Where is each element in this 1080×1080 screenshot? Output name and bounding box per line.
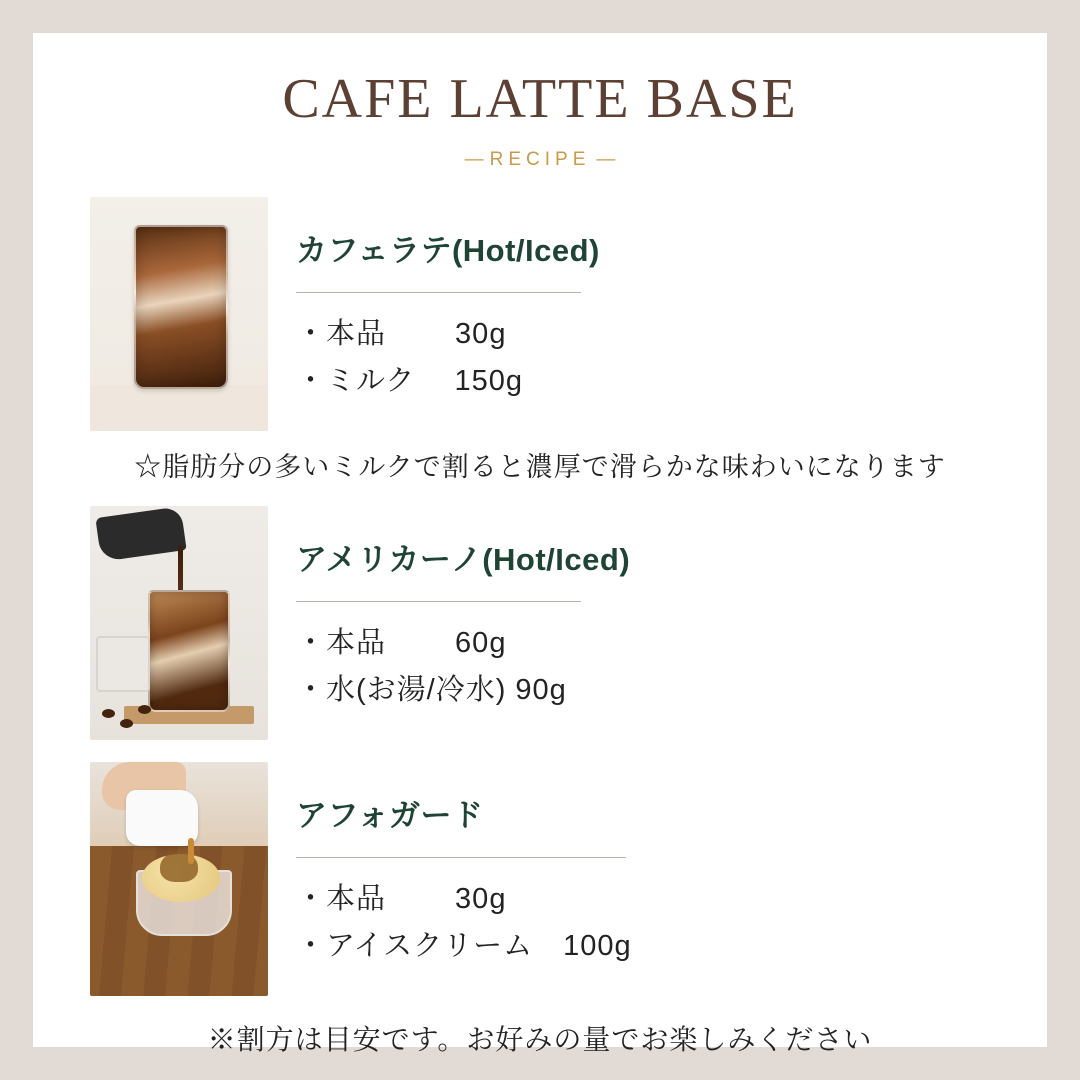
coffee-pot-shape	[95, 506, 186, 562]
pitcher-shape	[126, 790, 198, 846]
page-title: CAFE LATTE BASE	[282, 68, 798, 130]
recipe-item	[33, 197, 1047, 431]
divider	[296, 857, 626, 858]
coffee-bean-icon	[102, 709, 115, 718]
coffee-bean-icon	[138, 705, 151, 714]
subtitle-label: RECIPE	[489, 148, 591, 170]
recipe-card	[33, 33, 1047, 1055]
recipe-body	[268, 197, 1047, 405]
dash-right-icon: —	[596, 148, 616, 170]
ingredient-line: ・アイスクリーム 100g	[296, 929, 632, 962]
ingredient-line: ・本品 30g	[296, 317, 507, 350]
photo-surface	[90, 385, 268, 431]
bean-jar-shape	[96, 636, 150, 692]
pour-stream-shape	[188, 838, 194, 864]
divider	[296, 601, 581, 602]
recipe-body	[268, 506, 1047, 714]
recipe-name: アメリカーノ(Hot/Iced)	[296, 541, 631, 577]
recipe-item	[33, 506, 1047, 740]
recipe-image-affogato	[90, 762, 268, 996]
ingredient-line: ・水(お湯/冷水) 90g	[296, 673, 567, 706]
recipe-name: アフォガード	[296, 797, 484, 833]
glass-shape	[148, 590, 230, 712]
recipe-item	[33, 762, 1047, 996]
ingredient-line: ・本品 30g	[296, 882, 507, 915]
ingredient-line: ・ミルク 150g	[296, 364, 523, 397]
divider	[296, 292, 581, 293]
glass-shape	[134, 225, 228, 389]
coffee-bean-icon	[120, 719, 133, 728]
recipe-body	[268, 762, 1047, 970]
ingredient-line: ・本品 60g	[296, 626, 507, 659]
footnote: ※割方は目安です。お好みの量でお楽しみください	[207, 1023, 873, 1055]
recipe-name: カフェラテ(Hot/Iced)	[296, 232, 600, 268]
recipe-image-americano	[90, 506, 268, 740]
recipe-note: ☆脂肪分の多いミルクで割ると濃厚で滑らかな味わいになります	[134, 451, 946, 482]
recipe-image-latte	[90, 197, 268, 431]
page-subtitle	[33, 149, 1047, 171]
dash-left-icon: —	[464, 148, 484, 170]
